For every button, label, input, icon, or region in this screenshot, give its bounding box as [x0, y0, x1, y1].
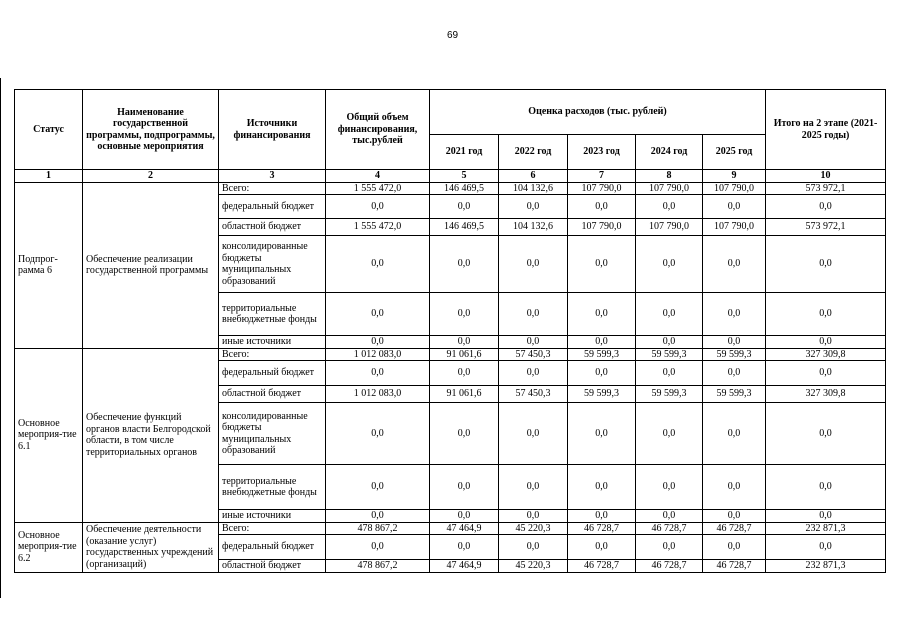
- value-cell: 45 220,3: [499, 560, 568, 573]
- stage-total-cell: 573 972,1: [766, 219, 886, 236]
- total-cell: 0,0: [326, 361, 430, 386]
- value-cell: 0,0: [568, 361, 636, 386]
- source-cell: Всего:: [219, 348, 326, 361]
- total-cell: 0,0: [326, 465, 430, 510]
- col-year-2023: 2023 год: [568, 135, 636, 170]
- value-cell: 0,0: [430, 510, 499, 523]
- value-cell: 0,0: [703, 236, 766, 293]
- value-cell: 0,0: [430, 236, 499, 293]
- value-cell: 107 790,0: [568, 219, 636, 236]
- status-cell: Подпрог-рамма 6: [15, 182, 83, 348]
- value-cell: 0,0: [430, 195, 499, 219]
- total-cell: 0,0: [326, 195, 430, 219]
- value-cell: 59 599,3: [703, 386, 766, 403]
- column-index: 3: [219, 170, 326, 183]
- value-cell: 46 728,7: [636, 522, 703, 535]
- value-cell: 0,0: [703, 336, 766, 349]
- value-cell: 146 469,5: [430, 219, 499, 236]
- value-cell: 0,0: [636, 535, 703, 560]
- value-cell: 0,0: [430, 403, 499, 465]
- stage-total-cell: 0,0: [766, 465, 886, 510]
- value-cell: 91 061,6: [430, 348, 499, 361]
- source-cell: консолидированные бюджеты муниципальных образований: [219, 236, 326, 293]
- value-cell: 47 464,9: [430, 522, 499, 535]
- total-cell: 0,0: [326, 236, 430, 293]
- status-cell: Основное мероприя-тие 6.2: [15, 522, 83, 572]
- stage-total-cell: 0,0: [766, 236, 886, 293]
- value-cell: 0,0: [636, 403, 703, 465]
- value-cell: 0,0: [499, 403, 568, 465]
- value-cell: 0,0: [636, 236, 703, 293]
- table-row: [15, 348, 886, 361]
- value-cell: 45 220,3: [499, 522, 568, 535]
- total-cell: 0,0: [326, 510, 430, 523]
- total-cell: 478 867,2: [326, 522, 430, 535]
- value-cell: 57 450,3: [499, 386, 568, 403]
- col-year-2022: 2022 год: [499, 135, 568, 170]
- value-cell: 46 728,7: [703, 522, 766, 535]
- value-cell: 0,0: [636, 293, 703, 336]
- value-cell: 0,0: [703, 535, 766, 560]
- total-cell: 1 555 472,0: [326, 182, 430, 195]
- page-number: 69: [446, 30, 459, 41]
- value-cell: 146 469,5: [430, 182, 499, 195]
- col-year-2021: 2021 год: [430, 135, 499, 170]
- value-cell: 59 599,3: [568, 386, 636, 403]
- source-cell: областной бюджет: [219, 560, 326, 573]
- column-index: 7: [568, 170, 636, 183]
- source-cell: территориальные внебюджетные фонды: [219, 465, 326, 510]
- value-cell: 46 728,7: [703, 560, 766, 573]
- stage-total-cell: 0,0: [766, 403, 886, 465]
- col-status-header: Статус: [15, 90, 83, 170]
- column-index: 2: [83, 170, 219, 183]
- column-index: 1: [15, 170, 83, 183]
- value-cell: 47 464,9: [430, 560, 499, 573]
- stage-total-cell: 232 871,3: [766, 522, 886, 535]
- value-cell: 0,0: [430, 535, 499, 560]
- stage-total-cell: 0,0: [766, 195, 886, 219]
- column-index-row: [15, 170, 886, 183]
- left-margin-rule: [0, 78, 1, 598]
- stage-total-cell: 327 309,8: [766, 386, 886, 403]
- table-row: [15, 522, 886, 535]
- value-cell: 0,0: [636, 336, 703, 349]
- source-cell: областной бюджет: [219, 219, 326, 236]
- value-cell: 107 790,0: [568, 182, 636, 195]
- value-cell: 107 790,0: [636, 182, 703, 195]
- financing-table: [14, 89, 886, 573]
- stage-total-cell: 0,0: [766, 361, 886, 386]
- program-name-cell: Обеспечение функций органов власти Белгородской области, в том числе территориальных органов: [83, 348, 219, 522]
- source-cell: иные источники: [219, 510, 326, 523]
- value-cell: 0,0: [499, 465, 568, 510]
- value-cell: 0,0: [636, 361, 703, 386]
- table-row: [15, 182, 886, 195]
- stage-total-cell: 327 309,8: [766, 348, 886, 361]
- value-cell: 0,0: [636, 465, 703, 510]
- value-cell: 0,0: [499, 336, 568, 349]
- value-cell: 0,0: [568, 336, 636, 349]
- source-cell: областной бюджет: [219, 386, 326, 403]
- value-cell: 0,0: [568, 465, 636, 510]
- value-cell: 0,0: [568, 236, 636, 293]
- value-cell: 0,0: [568, 535, 636, 560]
- column-index: 8: [636, 170, 703, 183]
- total-cell: 1 555 472,0: [326, 219, 430, 236]
- value-cell: 0,0: [430, 336, 499, 349]
- source-cell: федеральный бюджет: [219, 361, 326, 386]
- total-cell: 0,0: [326, 336, 430, 349]
- total-cell: 478 867,2: [326, 560, 430, 573]
- value-cell: 0,0: [703, 403, 766, 465]
- total-cell: 1 012 083,0: [326, 348, 430, 361]
- value-cell: 57 450,3: [499, 348, 568, 361]
- column-index: 10: [766, 170, 886, 183]
- value-cell: 0,0: [499, 293, 568, 336]
- value-cell: 0,0: [636, 195, 703, 219]
- stage-total-cell: 0,0: [766, 535, 886, 560]
- stage-total-cell: 0,0: [766, 336, 886, 349]
- column-index: 9: [703, 170, 766, 183]
- value-cell: 59 599,3: [568, 348, 636, 361]
- value-cell: 0,0: [499, 195, 568, 219]
- source-cell: иные источники: [219, 336, 326, 349]
- value-cell: 0,0: [430, 293, 499, 336]
- value-cell: 0,0: [568, 195, 636, 219]
- col-total-header: Общий объем финансирования, тыс.рублей: [326, 90, 430, 170]
- col-year-2025: 2025 год: [703, 135, 766, 170]
- value-cell: 46 728,7: [636, 560, 703, 573]
- value-cell: 59 599,3: [636, 348, 703, 361]
- stage-total-cell: 573 972,1: [766, 182, 886, 195]
- col-year-2024: 2024 год: [636, 135, 703, 170]
- value-cell: 104 132,6: [499, 182, 568, 195]
- value-cell: 0,0: [430, 361, 499, 386]
- value-cell: 0,0: [703, 465, 766, 510]
- source-cell: территориальные внебюджетные фонды: [219, 293, 326, 336]
- value-cell: 59 599,3: [636, 386, 703, 403]
- value-cell: 0,0: [568, 510, 636, 523]
- value-cell: 0,0: [703, 361, 766, 386]
- value-cell: 0,0: [568, 293, 636, 336]
- program-name-cell: Обеспечение деятельности (оказание услуг) государственных учреждений (организаций): [83, 522, 219, 572]
- value-cell: 46 728,7: [568, 560, 636, 573]
- program-name-cell: Обеспечение реализации государственной программы: [83, 182, 219, 348]
- stage-total-cell: 0,0: [766, 293, 886, 336]
- source-cell: Всего:: [219, 182, 326, 195]
- value-cell: 0,0: [636, 510, 703, 523]
- value-cell: 0,0: [703, 510, 766, 523]
- status-cell: Основное мероприя-тие 6.1: [15, 348, 83, 522]
- value-cell: 46 728,7: [568, 522, 636, 535]
- source-cell: Всего:: [219, 522, 326, 535]
- total-cell: 0,0: [326, 403, 430, 465]
- value-cell: 0,0: [568, 403, 636, 465]
- value-cell: 107 790,0: [703, 219, 766, 236]
- value-cell: 59 599,3: [703, 348, 766, 361]
- source-cell: федеральный бюджет: [219, 535, 326, 560]
- value-cell: 0,0: [703, 195, 766, 219]
- col-sources-header: Источники финансирования: [219, 90, 326, 170]
- value-cell: 0,0: [499, 361, 568, 386]
- column-index: 6: [499, 170, 568, 183]
- value-cell: 107 790,0: [703, 182, 766, 195]
- col-estimate-header: Оценка расходов (тыс. рублей): [430, 90, 766, 135]
- value-cell: 91 061,6: [430, 386, 499, 403]
- total-cell: 1 012 083,0: [326, 386, 430, 403]
- stage-total-cell: 232 871,3: [766, 560, 886, 573]
- value-cell: 0,0: [703, 293, 766, 336]
- source-cell: консолидированные бюджеты муниципальных образований: [219, 403, 326, 465]
- total-cell: 0,0: [326, 293, 430, 336]
- value-cell: 0,0: [499, 236, 568, 293]
- value-cell: 0,0: [499, 535, 568, 560]
- col-stage-total-header: Итого на 2 этапе (2021-2025 годы): [766, 90, 886, 170]
- value-cell: 104 132,6: [499, 219, 568, 236]
- value-cell: 107 790,0: [636, 219, 703, 236]
- column-index: 5: [430, 170, 499, 183]
- total-cell: 0,0: [326, 535, 430, 560]
- col-name-header: Наименование государственной программы, подпрограммы, основные мероприятия: [83, 90, 219, 170]
- column-index: 4: [326, 170, 430, 183]
- stage-total-cell: 0,0: [766, 510, 886, 523]
- value-cell: 0,0: [430, 465, 499, 510]
- value-cell: 0,0: [499, 510, 568, 523]
- source-cell: федеральный бюджет: [219, 195, 326, 219]
